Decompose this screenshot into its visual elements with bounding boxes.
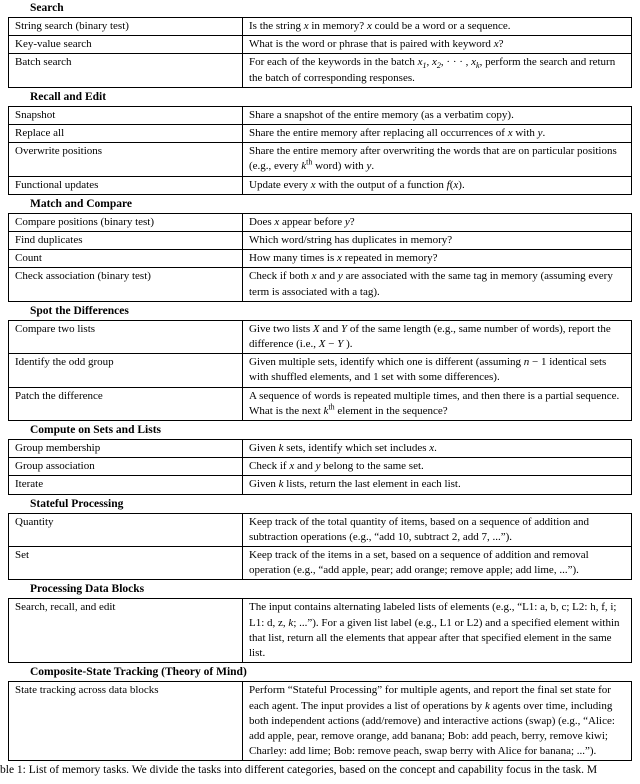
task-table	[8, 681, 632, 761]
table-row	[9, 599, 632, 663]
task-table	[8, 598, 632, 663]
table-row	[9, 106, 632, 124]
table-row	[9, 682, 632, 761]
task-name-cell: Replace all	[9, 125, 243, 143]
task-table	[8, 320, 632, 421]
task-name-cell: Overwrite positions	[9, 143, 243, 176]
table-row	[9, 18, 632, 36]
task-name-cell: Check association (binary test)	[9, 268, 243, 301]
task-description-cell: Share the entire memory after overwriting the words that are on particular positions (e.g., every $k^{th}$ word) with y.	[243, 143, 632, 176]
table-row	[9, 440, 632, 458]
table-row	[9, 320, 632, 353]
task-description-cell: Keep track of the total quantity of items, based on a sequence of addition and subtraction operations (e.g., “add 10, subtract 2, add 7, ...”).	[243, 513, 632, 546]
section-title: Spot the Differences	[30, 304, 129, 317]
table-row	[9, 354, 632, 387]
table-row	[9, 547, 632, 580]
task-table	[8, 17, 632, 88]
task-description-cell: Perform “Stateful Processing” for multiple agents, and report the final set state for each agent. The input provides a list of operations by k agents over time, including both independent actions (add/remove) and interactive actions (swap) (e.g., “Alice: add apple, pear, remove orange, add banana; Bob: add peach, berry, remove kiwi; Charley: add lime; Bob: remove peach, swap berry with Alice for banana; ...”).	[243, 682, 632, 761]
task-name-cell: Snapshot	[9, 106, 243, 124]
task-name-cell: String search (binary test)	[9, 18, 243, 36]
task-name-cell: Set	[9, 547, 243, 580]
task-description-cell: Check if both x and y are associated with the same tag in memory (assuming every term is associated with a tag).	[243, 268, 632, 301]
task-name-cell: Compare positions (binary test)	[9, 213, 243, 231]
table-row	[9, 213, 632, 231]
section-title: Compute on Sets and Lists	[30, 424, 161, 437]
task-name-cell: Quantity	[9, 513, 243, 546]
task-description-cell: For each of the keywords in the batch $x_1$, $x_2$, · · · , $x_k$, perform the search and return the batch of corresponding responses.	[243, 54, 632, 87]
task-name-cell: Batch search	[9, 54, 243, 87]
task-description-cell: The input contains alternating labeled lists of elements (e.g., “L1: a, b, c; L2: h, f, i; L1: d, z, k; ...”). For a given list label (e.g., L1 or L2) and a specified element within that list, return all the elements that appear after that specified element in the same list.	[243, 599, 632, 663]
table-row	[9, 125, 632, 143]
table-row	[9, 513, 632, 546]
table-caption: ble 1: List of memory tasks. We divide the tasks into different categories, based on the concept and capability focus in the task. M	[0, 764, 598, 777]
section-title: Stateful Processing	[30, 497, 124, 510]
task-name-cell: Group association	[9, 458, 243, 476]
task-name-cell: Group membership	[9, 440, 243, 458]
task-description-cell: Is the string x in memory? x could be a word or a sequence.	[243, 18, 632, 36]
table-row	[9, 36, 632, 54]
table-row	[9, 387, 632, 420]
task-table	[8, 213, 632, 302]
task-description-cell: Give two lists X and Y of the same length (e.g., same number of words), report the difference (i.e., X − Y ).	[243, 320, 632, 353]
task-name-cell: Functional updates	[9, 176, 243, 194]
table-row	[9, 232, 632, 250]
section-title: Match and Compare	[30, 197, 133, 210]
table-row	[9, 176, 632, 194]
task-description-cell: Share a snapshot of the entire memory (as a verbatim copy).	[243, 106, 632, 124]
task-description-cell: Given k lists, return the last element in each list.	[243, 476, 632, 494]
task-description-cell: What is the word or phrase that is paired with keyword x?	[243, 36, 632, 54]
task-name-cell: State tracking across data blocks	[9, 682, 243, 761]
task-name-cell: Iterate	[9, 476, 243, 494]
table-row	[9, 476, 632, 494]
task-description-cell: Given k sets, identify which set includes x.	[243, 440, 632, 458]
section-title: Composite-State Tracking (Theory of Mind)	[30, 666, 247, 679]
task-description-cell: Which word/string has duplicates in memory?	[243, 232, 632, 250]
task-name-cell: Find duplicates	[9, 232, 243, 250]
table-row	[9, 268, 632, 301]
task-description-cell: Given multiple sets, identify which one is different (assuming n − 1 identical sets with shuffled elements, and 1 set with some differences).	[243, 354, 632, 387]
task-table	[8, 106, 632, 195]
table-row	[9, 143, 632, 176]
section-title: Recall and Edit	[30, 90, 107, 103]
task-table	[8, 439, 632, 495]
task-description-cell: Check if x and y belong to the same set.	[243, 458, 632, 476]
task-table	[8, 513, 632, 581]
table-row	[9, 54, 632, 87]
task-description-cell: Update every x with the output of a function f(x).	[243, 176, 632, 194]
task-name-cell: Identify the odd group	[9, 354, 243, 387]
table-row	[9, 250, 632, 268]
task-description-cell: Does x appear before y?	[243, 213, 632, 231]
task-name-cell: Count	[9, 250, 243, 268]
table-row	[9, 458, 632, 476]
task-description-cell: Share the entire memory after replacing all occurrences of x with y.	[243, 125, 632, 143]
section-title: Processing Data Blocks	[30, 583, 145, 596]
task-description-cell: How many times is x repeated in memory?	[243, 250, 632, 268]
task-description-cell: Keep track of the items in a set, based on a sequence of addition and removal operation (e.g., “add apple, pear; add orange; remove apple; add lime, ...”).	[243, 547, 632, 580]
task-name-cell: Search, recall, and edit	[9, 599, 243, 663]
task-name-cell: Compare two lists	[9, 320, 243, 353]
task-description-cell: A sequence of words is repeated multiple times, and then there is a partial sequence. What is the next $k^{th}$ element in the sequence?	[243, 387, 632, 420]
section-title: Search	[30, 2, 64, 14]
memory-task-table	[8, 2, 632, 761]
task-name-cell: Key-value search	[9, 36, 243, 54]
task-name-cell: Patch the difference	[9, 387, 243, 420]
